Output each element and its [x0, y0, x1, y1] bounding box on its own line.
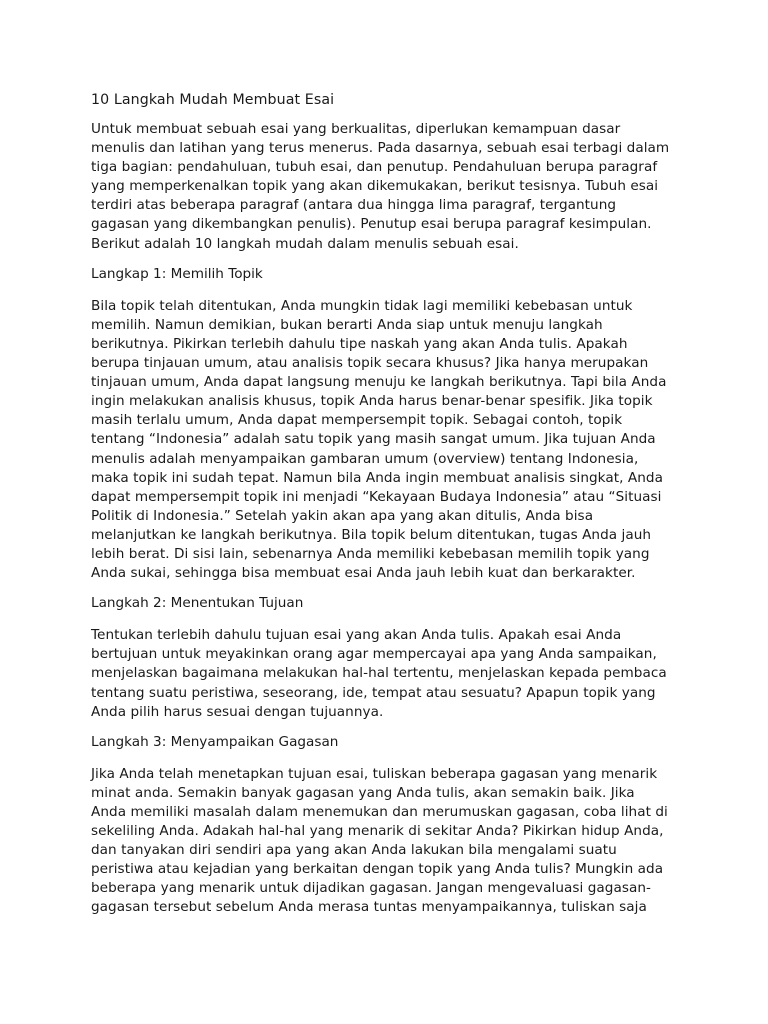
text-line: Anda sukai, sehingga bisa membuat esai Anda jauh lebih kuat dan berkarakter.: [91, 565, 636, 582]
text-line: memilih. Namun demikian, bukan berarti Anda siap untuk menuju langkah: [91, 316, 603, 333]
text-line: Bila topik telah ditentukan, Anda mungkin tidak lagi memiliki kebebasan untuk: [91, 297, 633, 314]
text-line: Berikut adalah 10 langkah mudah dalam menulis sebuah esai.: [91, 235, 519, 252]
intro-paragraph: [91, 120, 681, 254]
text-line: Anda memiliki masalah dalam menemukan dan merumuskan gagasan, coba lihat di: [91, 804, 668, 820]
section-paragraph-step-1: [91, 297, 681, 583]
text-line: menulis adalah menyampaikan gambaran umum (overview) tentang Indonesia,: [91, 450, 639, 467]
text-line: ingin melakukan analisis khusus, topik Anda harus benar-benar spesifik. Jika topik: [91, 393, 653, 410]
section-heading-step-3: Langkah 3: Menyampaikan Gagasan: [91, 733, 339, 750]
text-line: sekeliling Anda. Adakah hal-hal yang menarik di sekitar Anda? Pikirkan hidup Anda,: [91, 823, 664, 840]
text-line: maka topik ini sudah tepat. Namun bila Anda ingin membuat analisis singkat, Anda: [91, 469, 663, 486]
text-line: yang memperkenalkan topik yang akan dikemukakan, berikut tesisnya. Tubuh esai: [91, 178, 659, 195]
text-line: minat anda. Semakin banyak gagasan yang Anda tulis, akan semakin baik. Jika: [91, 784, 635, 801]
text-line: tentang “Indonesia” adalah satu topik yang masih sangat umum. Jika tujuan Anda: [91, 431, 656, 448]
document-title: 10 Langkah Mudah Membuat Esai: [91, 92, 335, 108]
text-line: dapat mempersempit topik ini menjadi “Kekayaan Budaya Indonesia” atau “Situasi: [91, 488, 662, 505]
document-page: [91, 90, 681, 929]
text-line: gagasan yang dikembangkan penulis). Penutup esai berupa paragraf kesimpulan.: [91, 216, 652, 233]
text-line: peristiwa atau kejadian yang berkaitan dengan topik yang Anda tulis? Mungkin ada: [91, 861, 664, 878]
text-line: menulis dan latihan yang terus menerus. Pada dasarnya, sebuah esai terbagi dalam: [91, 140, 670, 157]
text-line: gagasan tersebut sebelum Anda merasa tuntas menyampaikannya, tuliskan saja: [91, 899, 647, 916]
text-line: Anda pilih harus sesuai dengan tujuannya.: [91, 703, 384, 720]
section-heading-step-2: Langkah 2: Menentukan Tujuan: [91, 595, 304, 612]
text-line: tinjauan umum, Anda dapat langsung menuju ke langkah berikutnya. Tapi bila Anda: [91, 374, 667, 391]
section-heading-step-1: Langkap 1: Memilih Topik: [91, 265, 263, 282]
section-paragraph-step-3: [91, 765, 681, 918]
section-paragraph-step-2: [91, 626, 681, 721]
text-line: melanjutkan ke langkah berikutnya. Bila topik belum ditentukan, tugas Anda jauh: [91, 526, 652, 543]
text-line: terdiri atas beberapa paragraf (antara dua hingga lima paragraf, tergantung: [91, 197, 617, 214]
text-line: berikutnya. Pikirkan terlebih dahulu tipe naskah yang akan Anda tulis. Apakah: [91, 335, 628, 352]
text-line: tentang suatu peristiwa, seseorang, ide, tempat atau sesuatu? Apapun topik yang: [91, 684, 656, 701]
text-line: bertujuan untuk meyakinkan orang agar mempercayai apa yang Anda sampaikan,: [91, 646, 657, 663]
text-line: Politik di Indonesia.” Setelah yakin akan apa yang akan ditulis, Anda bisa: [91, 507, 594, 524]
text-line: Tentukan terlebih dahulu tujuan esai yang akan Anda tulis. Apakah esai Anda: [91, 627, 622, 644]
text-line: dan tanyakan diri sendiri apa yang akan Anda lakukan bila mengalami suatu: [91, 842, 617, 859]
text-line: Untuk membuat sebuah esai yang berkualitas, diperlukan kemampuan dasar: [91, 121, 621, 137]
text-line: lebih berat. Di sisi lain, sebenarnya Anda memiliki kebebasan memilih topik yang: [91, 545, 650, 562]
text-line: berupa tinjauan umum, atau analisis topik secara khusus? Jika hanya merupakan: [91, 355, 649, 372]
text-line: masih terlalu umum, Anda dapat mempersempit topik. Sebagai contoh, topik: [91, 412, 623, 429]
text-line: Jika Anda telah menetapkan tujuan esai, tuliskan beberapa gagasan yang menarik: [91, 765, 658, 782]
text-line: beberapa yang menarik untuk dijadikan gagasan. Jangan mengevaluasi gagasan-: [91, 880, 651, 897]
text-line: tiga bagian: pendahuluan, tubuh esai, dan penutup. Pendahuluan berupa paragraf: [91, 159, 658, 176]
text-line: menjelaskan bagaimana melakukan hal-hal tertentu, menjelaskan kepada pembaca: [91, 665, 667, 682]
